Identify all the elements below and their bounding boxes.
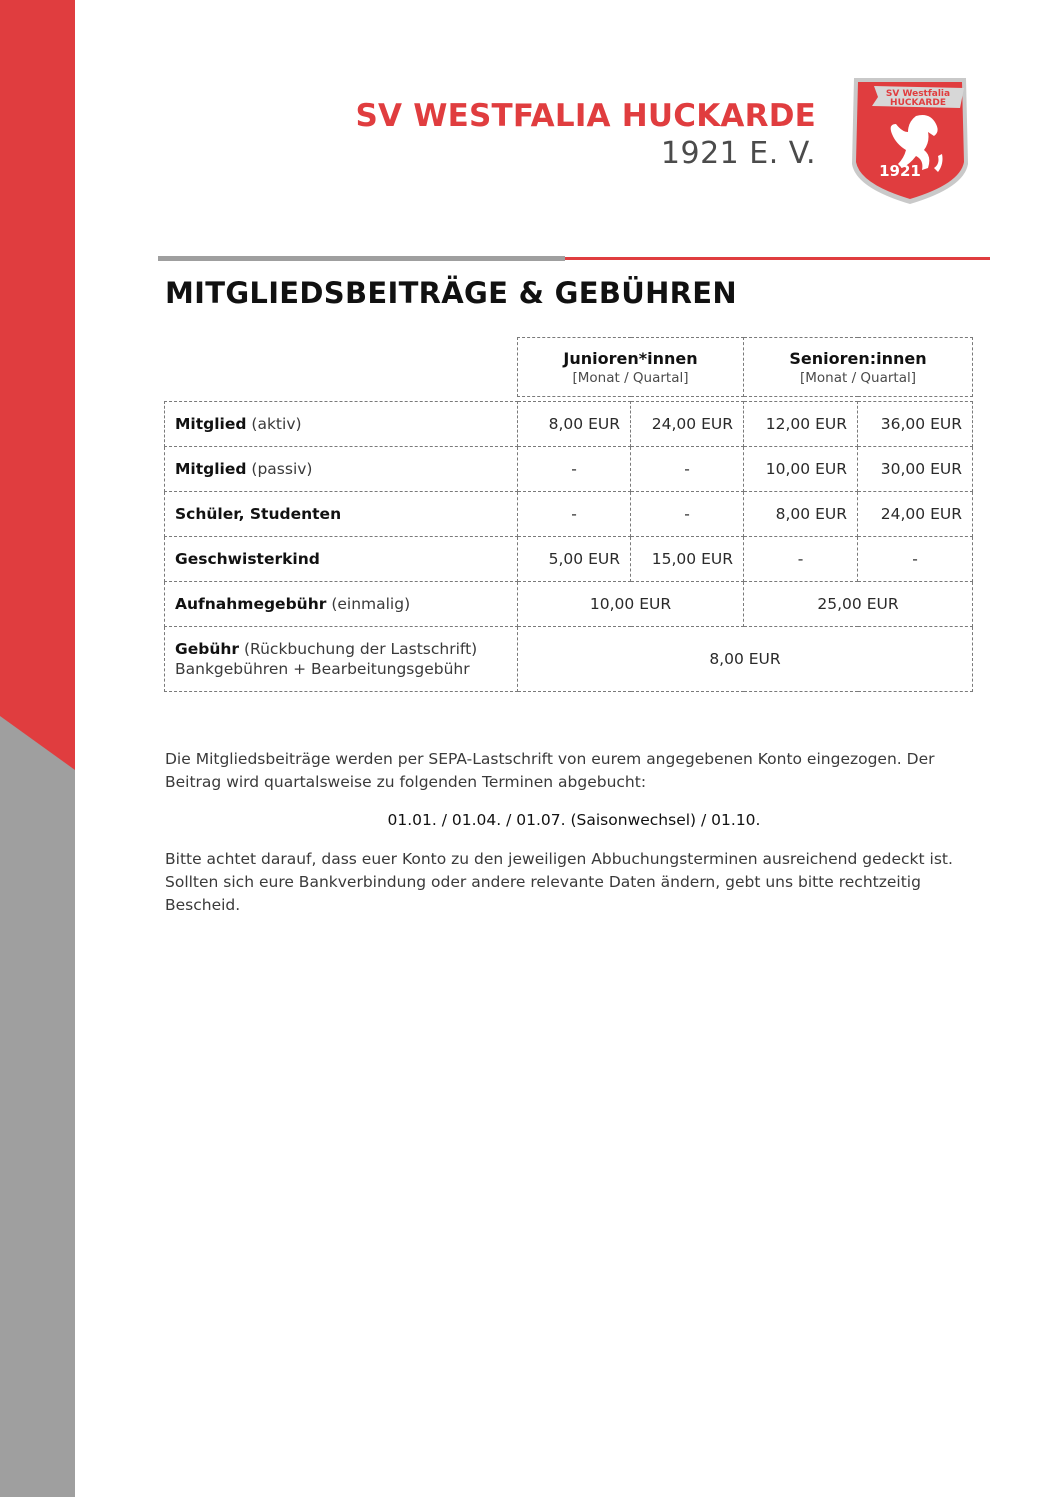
- cell-value: -: [631, 447, 744, 492]
- row-label: Mitglied (passiv): [165, 447, 518, 492]
- crest-line2: HUCKARDE: [890, 98, 946, 108]
- cell-value-all: 8,00 EUR: [518, 627, 973, 692]
- crest-line1: SV Westfalia: [885, 89, 951, 99]
- table-corner-cell: [165, 338, 518, 397]
- group-name: Senioren:innen: [789, 348, 927, 368]
- row-label: Gebühr (Rückbuchung der Lastschrift) Bankgebühren + Bearbeitungsgebühr: [165, 627, 518, 692]
- account-notice-paragraph: Bitte achtet darauf, dass euer Konto zu den jeweiligen Abbuchungsterminen ausreichend gedeckt ist. Sollten sich eure Bankverbindung oder andere relevante Daten ändern, gebt uns bitte rechtzeitig Bescheid.: [165, 850, 953, 914]
- decorative-sidebar: [0, 0, 75, 1497]
- table-row: [165, 537, 973, 582]
- group-name: Junioren*innen: [563, 348, 698, 368]
- cell-value: -: [744, 537, 858, 582]
- page-title: MITGLIEDSBEITRÄGE & GEBÜHREN: [165, 276, 737, 310]
- cell-value: 8,00 EUR: [518, 402, 631, 447]
- cell-value: -: [858, 537, 973, 582]
- group-period: [Monat / Quartal]: [799, 369, 916, 386]
- cell-value: 36,00 EUR: [858, 402, 973, 447]
- group-period: [Monat / Quartal]: [572, 369, 689, 386]
- table-row-fee: [165, 627, 973, 692]
- divider-grey-segment: [158, 256, 565, 261]
- cell-value: -: [518, 492, 631, 537]
- table-header-row: [165, 338, 973, 397]
- fee-table: [164, 337, 973, 692]
- cell-value-seniors: 25,00 EUR: [744, 582, 973, 627]
- cell-value: 8,00 EUR: [744, 492, 858, 537]
- crest-year: 1921: [879, 162, 921, 180]
- sidebar-red-band: [0, 0, 75, 770]
- group-header-seniors: [744, 338, 973, 397]
- club-year: 1921 E. V.: [660, 136, 816, 171]
- divider-red-segment: [565, 257, 990, 260]
- group-header-juniors: [518, 338, 744, 397]
- table-row-admission: [165, 582, 973, 627]
- header-divider: [158, 256, 990, 261]
- row-label: Aufnahmegebühr (einmalig): [165, 582, 518, 627]
- cell-value: -: [518, 447, 631, 492]
- payment-info-paragraph: Die Mitgliedsbeiträge werden per SEPA-Lastschrift von eurem angegebenen Konto eingezogen. Der Beitrag wird quartalsweise zu folgenden Terminen abgebucht:: [165, 750, 935, 791]
- cell-value: 5,00 EUR: [518, 537, 631, 582]
- table-row: [165, 402, 973, 447]
- cell-value: 30,00 EUR: [858, 447, 973, 492]
- row-label: Schüler, Studenten: [165, 492, 518, 537]
- cell-value: 24,00 EUR: [631, 402, 744, 447]
- cell-value: 12,00 EUR: [744, 402, 858, 447]
- club-name: SV WESTFALIA HUCKARDE: [355, 98, 816, 134]
- table-row: [165, 447, 973, 492]
- club-crest-logo: [844, 72, 976, 208]
- cell-value: -: [631, 492, 744, 537]
- row-label: Geschwisterkind: [165, 537, 518, 582]
- row-label: Mitglied (aktiv): [165, 402, 518, 447]
- debit-dates: 01.01. / 01.04. / 01.07. (Saisonwechsel) / 01.10.: [387, 811, 761, 829]
- table-row: [165, 492, 973, 537]
- cell-value-juniors: 10,00 EUR: [518, 582, 744, 627]
- cell-value: 24,00 EUR: [858, 492, 973, 537]
- cell-value: 10,00 EUR: [744, 447, 858, 492]
- cell-value: 15,00 EUR: [631, 537, 744, 582]
